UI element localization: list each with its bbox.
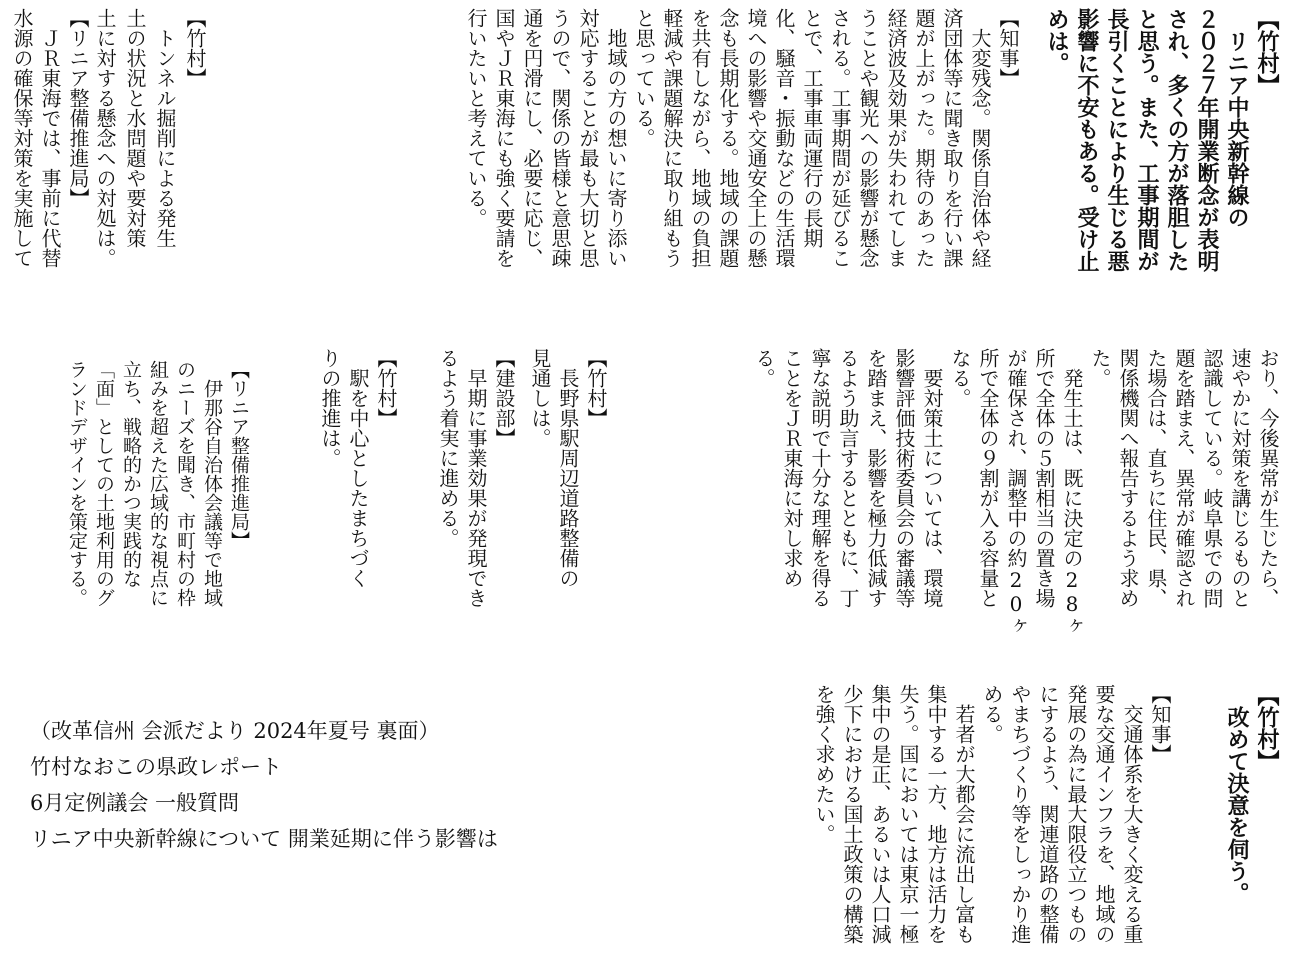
caption-line-1: （改革信州 会派だより 2024年夏号 裏面） <box>30 719 440 743</box>
question-4-block: 【竹村】 駅を中心としたまちづく りの推進は。 <box>318 348 398 588</box>
question-3-block: 【竹村】 長野県駅周辺道路整備の 見通しは。 <box>528 348 608 588</box>
caption-line-2: 竹村なおこの県政レポート <box>30 755 282 779</box>
caption-line-3: 6月定例議会 一般質問 <box>30 791 240 815</box>
answer-2-block: 【リニア整備推進局】 ＪＲ東海では、事前に代替 水源の確保等対策を実施して <box>10 8 90 268</box>
question-5-block: 【竹村】 改めて決意を伺う。 <box>1224 684 1280 904</box>
answer-3-block: 【建設部】 早期に事業効果が発現でき るよう着実に進める。 <box>436 348 516 608</box>
answer-5-block: 【知事】 交通体系を大きく変える重 要な交通インフラを、地域の 発展の為に最大限役立つもの にするよう、関連道路の整備 やまちづくり等をしっかり進 める。 若者が大都会に流出し富も 集中する一方、地方は活力を 失う。国においては東京一極 集中の是正、あるいは人口減 少下における国土政策の構築 を強く求めたい。 <box>812 684 1172 944</box>
answer-4-block: 【リニア整備推進局】 伊那谷自治体会議等で地域 のニーズを聞き、市町村の枠 組みを超えた広域的な視点に 立ち、戦略的かつ実践的な 「面」としての土地利用のグ ランドデザインを策定する。 <box>66 360 250 607</box>
question-2-block: 【竹村】 トンネル掘削による発生 土の状況と水問題や要対策 土に対する懸念への対処は。 <box>93 8 207 268</box>
question-1-block: 【竹村】 リニア中央新幹線の ２０２７年開業断念が表明 され、多くの方が落胆した と思う。また、工事期間が 長引くことにより生じる悪 影響に不安もある。受け止 めは。 <box>1044 8 1280 272</box>
answer-2-continued-block: おり、今後異常が生じたら、 速やかに対策を講じるものと 認識している。岐阜県での問 題を踏まえ、異常が確認され た場合は、直ちに住民、県、 関係機関へ報告するよう求め た。 発生土は、既に決定の28ヶ 所で全体の５割相当の置き場 が確保され、調整中の約20ヶ 所で全体の９割が入る容量と なる。 要対策土については、環境 影響評価技術委員会の審議等 を踏まえ、影響を極力低減す るよう助言するとともに、丁 寧な説明で十分な理解を得る ことをＪＲ東海に対し求め る。 <box>752 348 1280 636</box>
caption-line-4: リニア中央新幹線について 開業延期に伴う影響は <box>30 827 498 851</box>
answer-1-block: 【知事】 大変残念。関係自治体や経 済団体等に聞き取りを行い課 題が上がった。期待のあった 経済波及効果が失われてしま うことや観光への影響が懸念 される。工事期間が延びるこ とで、工事車両運行の長期 化、騒音・振動などの生活環 境への影響や交通安全上の懸 念も長期化する。地域の課題 を共有しながら、地域の負担 軽減や課題解決に取り組もう と思っている。 地域の方の想いに寄り添い 対応することが最も大切と思 うので、関係の皆様と意思疎 通を円滑にし、必要に応じ、 国やＪＲ東海にも強く要請を 行いたいと考えている。 <box>464 8 1020 268</box>
